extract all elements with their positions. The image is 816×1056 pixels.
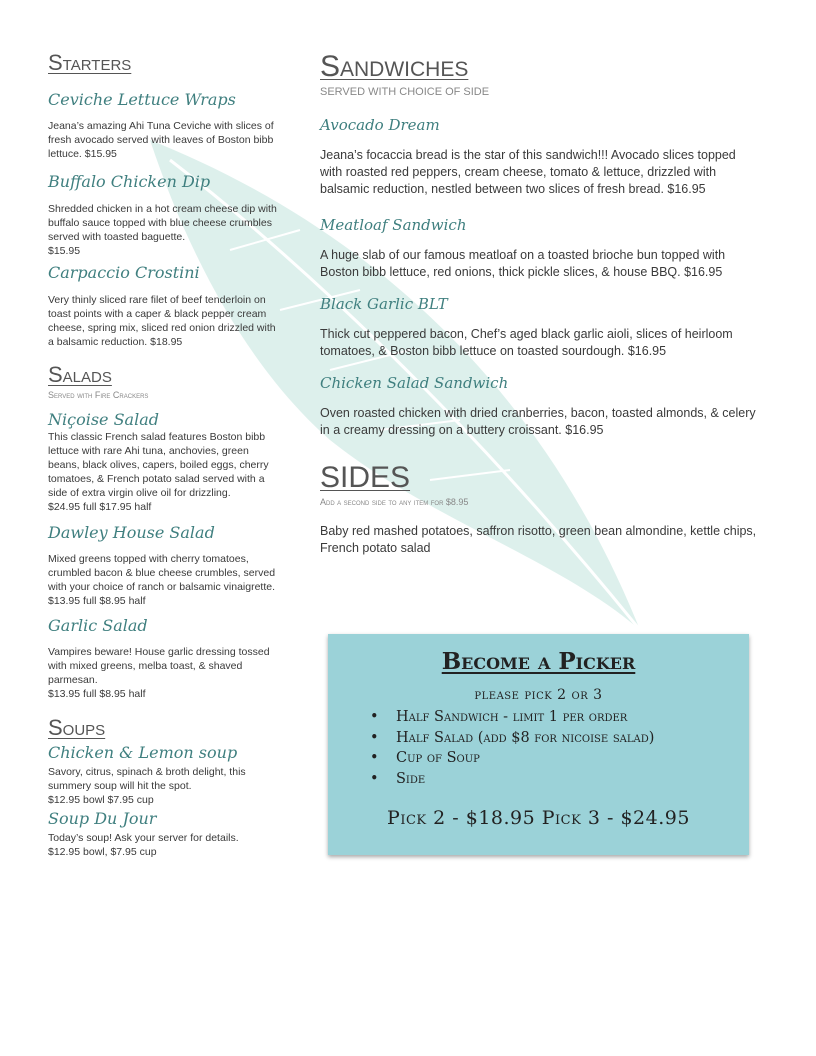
list-item	[370, 748, 749, 769]
menu-item-name: Ceviche Lettuce Wraps	[48, 90, 236, 109]
menu-item-description: Shredded chicken in a hot cream cheese dip with buffalo sauce topped with blue cheese crumbles served with toasted baguette.	[48, 203, 277, 243]
picker-option-label: Half Salad (add $8 for nicoise salad)	[396, 729, 655, 746]
salads-heading: Salads	[48, 362, 112, 387]
menu-item-description: Oven roasted chicken with dried cranberries, bacon, toasted almonds, & celery in a creamy dressing on a buttery croissant. $16.95	[320, 406, 756, 437]
starters-heading: Starters	[48, 50, 132, 75]
menu-item-description: Jeana’s focaccia bread is the star of this sandwich!!! Avocado slices topped with roasted red peppers, cream cheese, tomato & lettuce, drizzled with balsamic reduction, nestled between two slices of fresh bread. $16.95	[320, 148, 736, 196]
menu-item-description: Jeana’s amazing Ahi Tuna Ceviche with slices of fresh avocado served with leaves of Boston bibb lettuce. $15.95	[48, 120, 274, 160]
bullet-icon: •	[370, 729, 379, 746]
menu-item-description: Today’s soup! Ask your server for details.	[48, 832, 239, 844]
picker-option-label: Side	[396, 770, 426, 787]
menu-item-description: Savory, citrus, spinach & broth delight, this summery soup will hit the spot.	[48, 766, 246, 792]
menu-item-name: Garlic Salad	[48, 616, 148, 635]
menu-item-price: $15.95	[48, 245, 81, 257]
sides-description: Baby red mashed potatoes, saffron risotto, green bean almondine, kettle chips, French potato salad	[320, 524, 757, 555]
menu-item-description: Thick cut peppered bacon, Chef’s aged black garlic aioli, slices of heirloom tomatoes, & Boston bibb lettuce on toasted sourdough. $16.95	[320, 327, 733, 358]
sandwiches-heading: Sandwiches	[320, 50, 469, 83]
menu-item-name: Carpaccio Crostini	[48, 263, 200, 282]
sandwiches-subtitle: SERVED WITH CHOICE OF SIDE	[320, 86, 490, 98]
picker-options-list	[328, 707, 749, 789]
menu-item-price: $13.95 full $8.95 half	[48, 595, 146, 607]
picker-option-label: Cup of Soup	[396, 750, 480, 766]
menu-item-name: Black Garlic BLT	[320, 295, 448, 313]
menu-item-name: Niçoise Salad	[48, 410, 159, 429]
menu-item-description: Vampires beware! House garlic dressing tossed with mixed greens, melba toast, & shaved parmesan.	[48, 646, 270, 686]
list-item	[370, 707, 749, 728]
picker-pricing: Pick 2 - $18.95 Pick 3 - $24.95	[387, 807, 690, 829]
bullet-icon: •	[370, 709, 379, 725]
sides-subtitle: Add a second side to any item for $8.95	[320, 497, 469, 507]
picker-subtitle: please pick 2 or 3	[474, 687, 603, 703]
list-item	[370, 769, 749, 790]
menu-item-price: $24.95 full $17.95 half	[48, 501, 152, 513]
left-column	[48, 50, 280, 859]
list-item	[370, 728, 749, 749]
menu-item-name: Chicken & Lemon soup	[48, 743, 238, 762]
picker-option-label: Half Sandwich - limit 1 per order	[396, 709, 628, 725]
menu-item-description: A huge slab of our famous meatloaf on a toasted brioche bun topped with Boston bibb lettuce, red onions, thick pickle slices, & house BBQ. $16.95	[320, 248, 726, 279]
menu-item-name: Soup Du Jour	[48, 809, 157, 828]
sides-heading: SIDES	[320, 461, 411, 494]
right-column	[320, 50, 760, 557]
menu-item-name: Avocado Dream	[320, 116, 440, 134]
menu-item-price: $12.95 bowl, $7.95 cup	[48, 846, 157, 858]
menu-item-name: Chicken Salad Sandwich	[320, 374, 509, 392]
menu-item-name: Dawley House Salad	[48, 523, 215, 542]
bullet-icon: •	[370, 770, 379, 787]
menu-item-name: Meatloaf Sandwich	[320, 216, 467, 234]
menu-item-name: Buffalo Chicken Dip	[48, 172, 211, 191]
bullet-icon: •	[370, 750, 379, 766]
salads-subtitle: Served with Fire Crackers	[48, 390, 149, 400]
menu-item-price: $12.95 bowl $7.95 cup	[48, 794, 154, 806]
menu-item-description: Very thinly sliced rare filet of beef tenderloin on toast points with a caper & black pepper cream cheese, spring mix, sliced red onion drizzled with a balsamic reduction. $18.95	[48, 294, 276, 348]
picker-title: Become a Picker	[441, 648, 636, 675]
soups-heading: Soups	[48, 715, 106, 740]
become-a-picker-box	[328, 634, 749, 855]
menu-item-price: $13.95 full $8.95 half	[48, 688, 146, 700]
menu-item-description: This classic French salad features Boston bibb lettuce with rare Ahi tuna, anchovies, green beans, black olives, capers, boiled eggs, cherry tomatoes, & French potato salad served with a side of extra virgin olive oil for drizzling.	[48, 431, 269, 499]
menu-item-description: Mixed greens topped with cherry tomatoes, crumbled bacon & blue cheese crumbles, served with your choice of ranch or balsamic vinaigrette.	[48, 553, 276, 593]
